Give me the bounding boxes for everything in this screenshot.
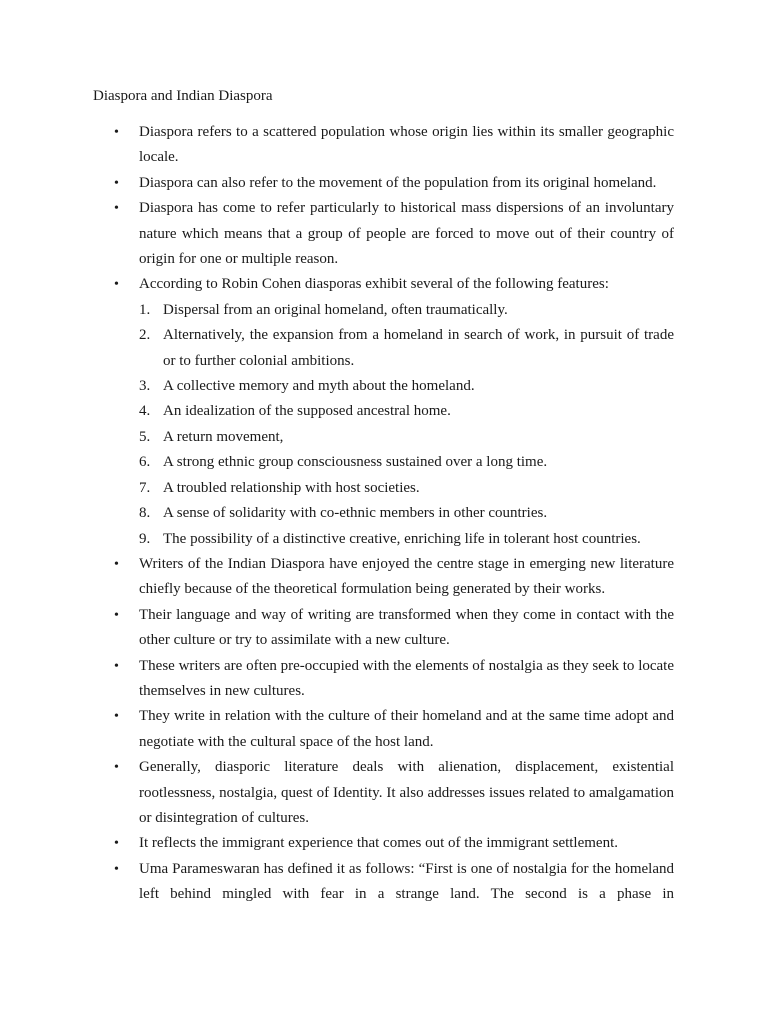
bullet-icon: • bbox=[114, 277, 119, 293]
list-item-text: Writers of the Indian Diaspora have enjoyed the centre stage in emerging new literature chiefly because of the theoretical formulation being generated by their works. bbox=[139, 555, 674, 598]
numbered-item-text: The possibility of a distinctive creative, enriching life in tolerant host countries. bbox=[163, 530, 641, 547]
list-item-text: They write in relation with the culture of their homeland and at the same time adopt and negotiate with the cultural space of the host land. bbox=[139, 708, 674, 750]
numbered-item bbox=[0, 501, 768, 526]
numbered-item bbox=[0, 323, 768, 374]
list-item-text: Diaspora has come to refer particularly to historical mass dispersions of an involuntary nature which means that a group of people are forced to move out of their country of origin for one or multiple reason. bbox=[139, 200, 674, 268]
item-number: 9. bbox=[139, 530, 151, 547]
list-item bbox=[0, 196, 768, 272]
list-item bbox=[0, 704, 768, 755]
bullet-icon: • bbox=[114, 760, 119, 776]
list-item bbox=[0, 755, 768, 831]
list-item-text: Uma Parameswaran has defined it as follows: “First is one of nostalgia for the homeland left behind mingled with fear in a strange land. The second is a phase in bbox=[139, 860, 674, 903]
item-number: 2. bbox=[139, 327, 151, 344]
list-item bbox=[0, 120, 768, 171]
list-item bbox=[0, 552, 768, 603]
item-number: 3. bbox=[139, 378, 151, 395]
bullet-icon: • bbox=[114, 201, 119, 217]
numbered-item-text: A strong ethnic group consciousness sustained over a long time. bbox=[163, 454, 548, 471]
numbered-item bbox=[0, 450, 768, 475]
list-item bbox=[0, 857, 768, 908]
bullet-icon: • bbox=[114, 658, 119, 674]
numbered-item-text: Dispersal from an original homeland, often traumatically. bbox=[163, 301, 508, 318]
list-item-text: Diaspora refers to a scattered population whose origin lies within its smaller geographic locale. bbox=[139, 124, 674, 166]
numbered-item-text: A sense of solidarity with co-ethnic members in other countries. bbox=[163, 505, 548, 522]
list-item-text: Their language and way of writing are transformed when they come in contact with the other culture or try to assimilate with a new culture. bbox=[139, 606, 674, 649]
item-number: 7. bbox=[139, 479, 151, 496]
numbered-item bbox=[0, 476, 768, 501]
numbered-item bbox=[0, 425, 768, 450]
numbered-item bbox=[0, 298, 768, 323]
numbered-item-text: An idealization of the supposed ancestral home. bbox=[163, 403, 451, 420]
bullet-icon: • bbox=[114, 175, 119, 191]
list-item bbox=[0, 272, 768, 551]
list-item-text: It reflects the immigrant experience that comes out of the immigrant settlement. bbox=[139, 835, 619, 852]
document-title: Diaspora and Indian Diaspora bbox=[93, 88, 273, 104]
list-item bbox=[0, 171, 768, 196]
item-number: 8. bbox=[139, 505, 151, 522]
numbered-item bbox=[0, 527, 768, 552]
list-item bbox=[0, 603, 768, 654]
list-item-text: These writers are often pre-occupied with the elements of nostalgia as they seek to locate themselves in new cultures. bbox=[139, 657, 674, 699]
bullet-icon: • bbox=[114, 836, 119, 852]
bullet-icon: • bbox=[114, 125, 119, 140]
cohen-features-list bbox=[0, 298, 768, 552]
bullet-icon: • bbox=[114, 709, 119, 725]
numbered-item-text: A collective memory and myth about the homeland. bbox=[163, 378, 475, 395]
numbered-item bbox=[0, 399, 768, 424]
item-number: 6. bbox=[139, 454, 151, 471]
list-item bbox=[0, 831, 768, 856]
item-number: 1. bbox=[139, 301, 151, 318]
numbered-item-text: Alternatively, the expansion from a homeland in search of work, in pursuit of trade or to further colonial ambitions. bbox=[163, 327, 674, 369]
item-number: 4. bbox=[139, 403, 151, 420]
list-item-text: According to Robin Cohen diasporas exhibit several of the following features: bbox=[139, 276, 609, 293]
item-number: 5. bbox=[139, 428, 151, 445]
bullet-icon: • bbox=[114, 607, 119, 623]
bullet-icon: • bbox=[114, 556, 119, 572]
numbered-item-text: A return movement, bbox=[163, 428, 284, 445]
numbered-item bbox=[0, 374, 768, 399]
bullet-list bbox=[0, 120, 768, 908]
list-item bbox=[0, 654, 768, 705]
list-item-text: Generally, diasporic literature deals with alienation, displacement, existential rootlessness, nostalgia, quest of Identity. It also addresses issues related to amalgamation or disintegration of cultures. bbox=[139, 759, 674, 826]
bullet-icon: • bbox=[114, 861, 119, 877]
list-item-text: Diaspora can also refer to the movement of the population from its original homeland. bbox=[139, 174, 657, 191]
numbered-item-text: A troubled relationship with host societies. bbox=[163, 479, 420, 496]
